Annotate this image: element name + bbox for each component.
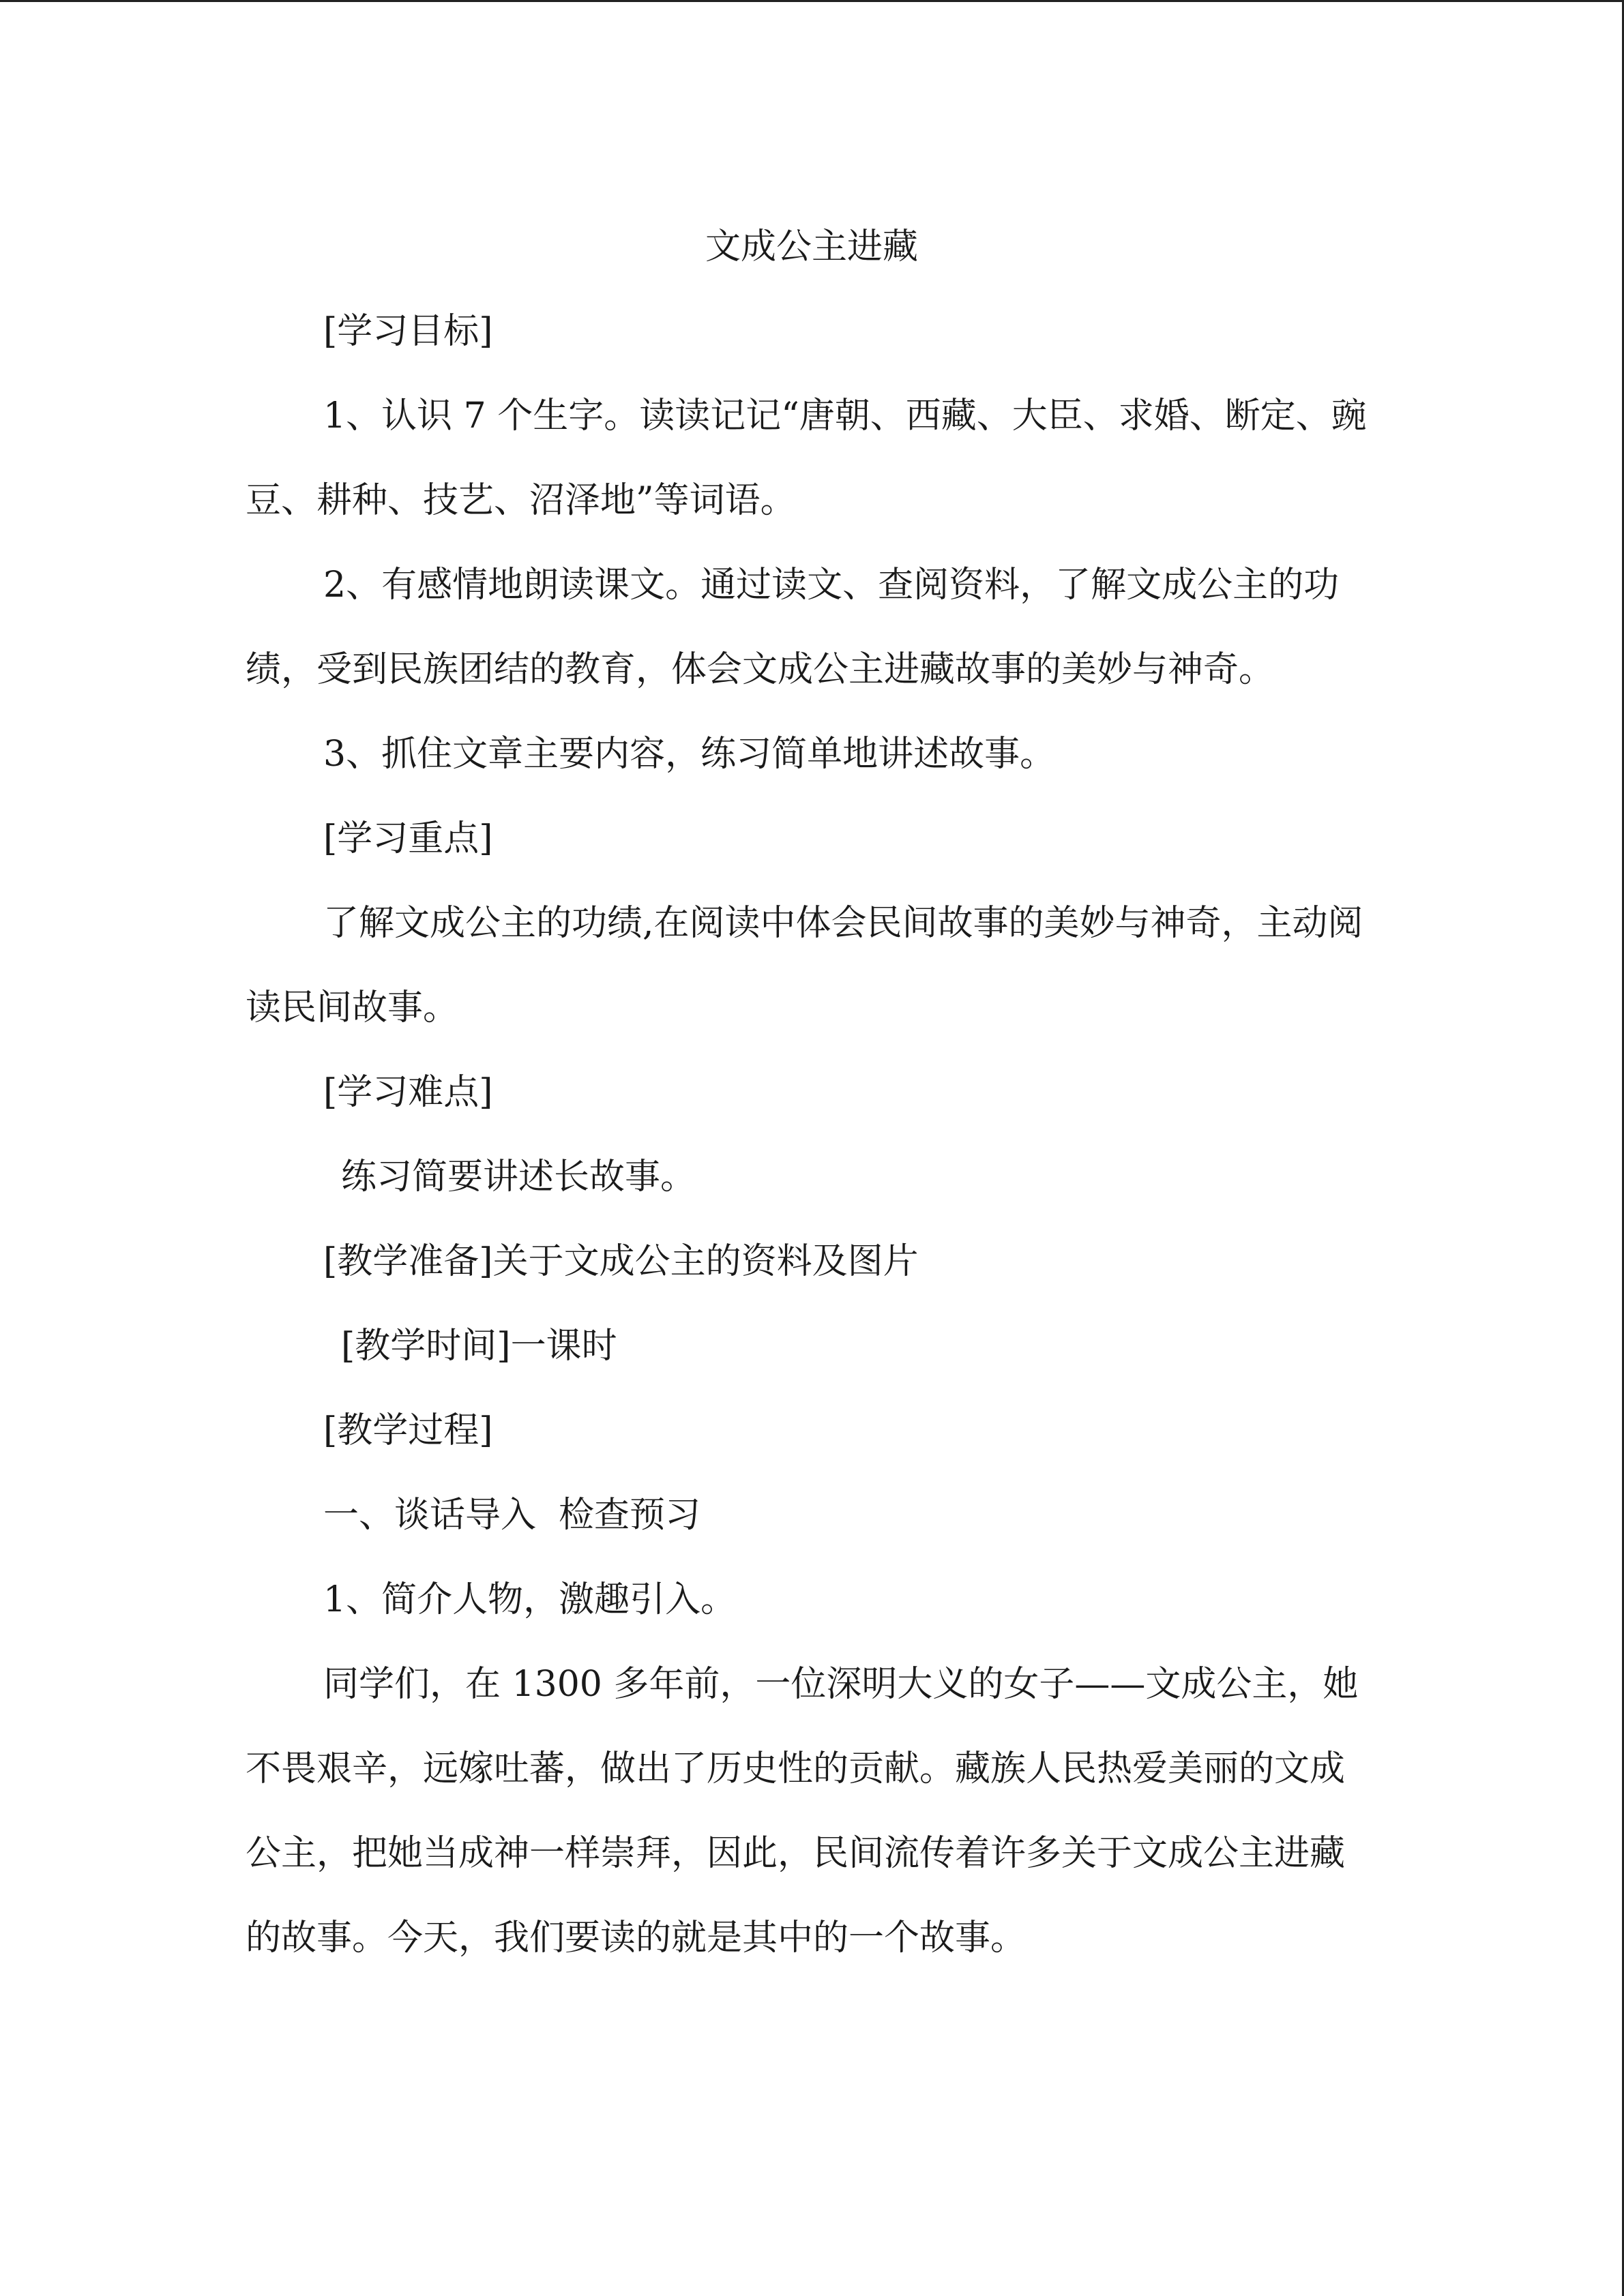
goal-1: 1、认识 7 个生字。读读记记“唐朝、西藏、大臣、求婚、断定、豌豆、耕种、技艺、沼泽地”等词语。 [246,396,1367,521]
goal-3: 3、抓住文章主要内容，练习简单地讲述故事。 [323,734,1056,775]
section-1-heading: 一、谈话导入 检查预习 [323,1495,701,1536]
heading-teaching-process: [教学过程] [323,1410,493,1451]
document-body [246,205,1378,1980]
teaching-time: [教学时间]一课时 [341,1326,617,1367]
heading-learning-goals: [学习目标] [323,311,493,352]
difficulties-text: 练习简要讲述长故事。 [341,1157,696,1197]
step-1-heading: 1、简介人物，激趣引入。 [323,1579,737,1620]
key-points-text: 了解文成公主的功绩,在阅读中体会民间故事的美妙与神奇，主动阅读民间故事。 [246,903,1363,1028]
heading-difficulties: [学习难点] [323,1072,493,1113]
intro-paragraph: 同学们，在 1300 多年前，一位深明大义的女子——文成公主，她不畏艰辛，远嫁吐蕃，做出了历史性的贡献。藏族人民热爱美丽的文成公主，把她当成神一样崇拜，因此，民间流传着许多关于文成公主进藏的故事。今天，我们要读的就是其中的一个故事。 [246,1664,1359,1958]
goal-2: 2、有感情地朗读课文。通过读文、查阅资料，了解文成公主的功绩，受到民族团结的教育，体会文成公主进藏故事的美妙与神奇。 [246,565,1340,690]
heading-key-points: [学习重点] [323,818,493,859]
teaching-preparation: [教学准备]关于文成公主的资料及图片 [323,1241,919,1282]
page-border-top [0,0,1624,2]
document-title: 文成公主进藏 [705,226,918,267]
